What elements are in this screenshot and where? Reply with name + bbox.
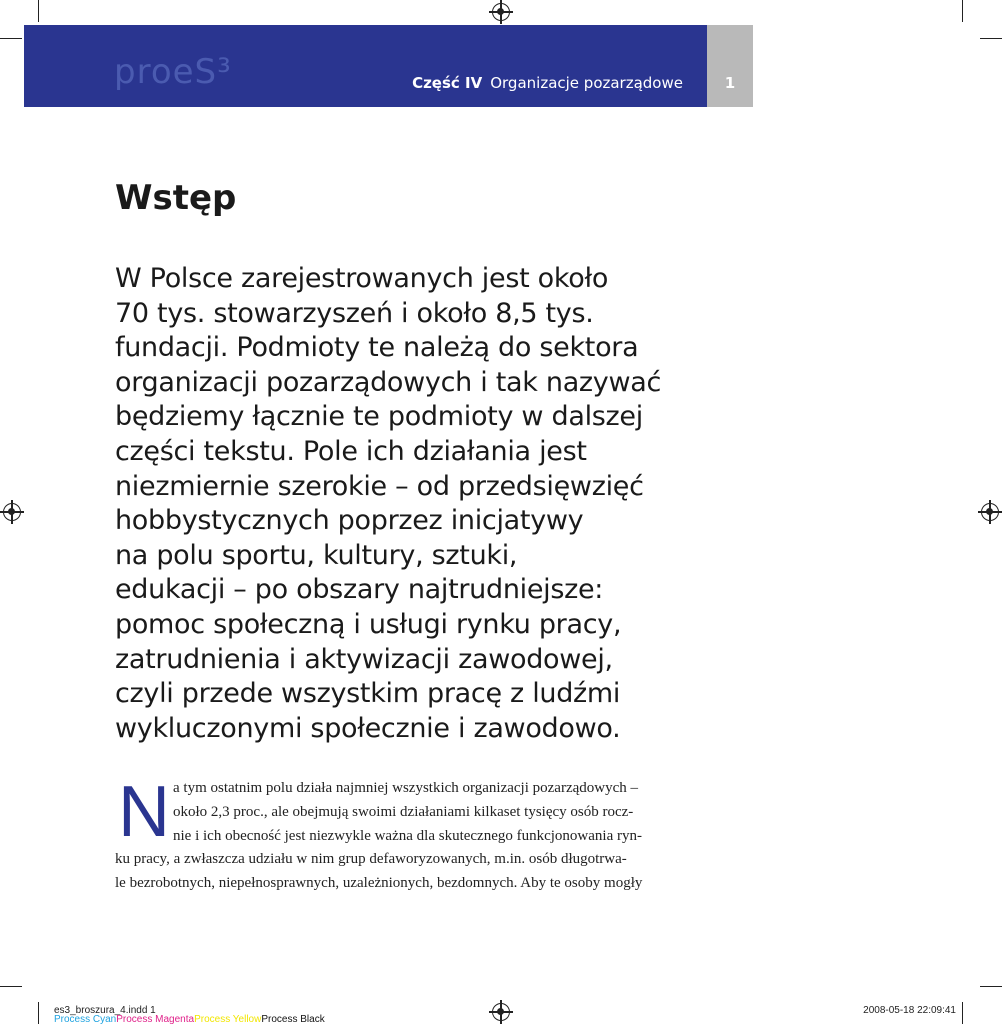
page-title: Wstęp xyxy=(115,178,237,218)
body-line: a tym ostatnim polu działa najmniej wszystkich organizacji pozarządowych – xyxy=(173,780,638,796)
slug-timestamp: 2008-05-18 22:09:41 xyxy=(863,1005,956,1016)
process-yellow-label: Process Yellow xyxy=(194,1014,262,1025)
crop-mark xyxy=(38,1002,39,1024)
process-cyan-label: Process Cyan xyxy=(54,1014,117,1025)
lead-line: hobbystycznych poprzez inicjatywy xyxy=(115,505,584,537)
crop-mark xyxy=(962,0,963,22)
page-number: 1 xyxy=(724,74,736,92)
lead-line: na polu sportu, kultury, sztuki, xyxy=(115,539,518,571)
process-magenta-label: Process Magenta xyxy=(116,1014,195,1025)
crop-mark xyxy=(980,986,1002,987)
process-colors xyxy=(54,1014,325,1025)
lead-line: organizacji pozarządowych i tak nazywać xyxy=(115,366,662,398)
slug-filename: es3_broszura_4.indd 1 xyxy=(54,1005,156,1016)
body-paragraph xyxy=(115,772,690,896)
lead-line: pomoc społeczną i usługi rynku pracy, xyxy=(115,608,622,640)
lead-line: edukacji – po obszary najtrudniejsze: xyxy=(115,574,604,606)
lead-line: W Polsce zarejestrowanych jest około xyxy=(115,263,609,294)
process-black-label: Process Black xyxy=(261,1014,325,1025)
running-head xyxy=(412,74,683,92)
crop-mark xyxy=(38,0,39,22)
registration-mark-icon xyxy=(492,3,510,21)
crop-mark xyxy=(980,38,1002,39)
lead-line: fundacji. Podmioty te należą do sektora xyxy=(115,332,639,364)
part-label: Część IV xyxy=(412,74,483,92)
lead-line: zatrudnienia i aktywizacji zawodowej, xyxy=(115,643,613,675)
crop-mark xyxy=(0,986,22,987)
drop-cap: N xyxy=(118,772,170,852)
lead-line: niezmiernie szerokie – od przedsięwzięć xyxy=(115,470,644,502)
page-header xyxy=(24,25,707,107)
body-line: ku pracy, a zwłaszcza udziału w nim grup defaworyzowanych, m.in. osób długotrwa- xyxy=(115,851,627,868)
page-number-box xyxy=(707,25,753,107)
registration-mark-icon xyxy=(3,503,21,521)
body-line: nie i ich obecność jest niezwykle ważna dla skutecznego funkcjonowania ryn- xyxy=(173,827,642,844)
crop-mark xyxy=(962,1002,963,1024)
registration-mark-icon xyxy=(981,503,999,521)
body-line: le bezrobotnych, niepełnosprawnych, uzależnionych, bezdomnych. Aby te osoby mogły xyxy=(115,875,643,892)
section-title: Organizacje pozarządowe xyxy=(490,74,683,92)
lead-line: wykluczonymi społecznie i zawodowo. xyxy=(115,712,621,744)
brand-logo: proeS³ xyxy=(114,52,232,92)
lead-paragraph xyxy=(115,262,715,746)
registration-mark-icon xyxy=(492,1003,510,1021)
lead-line: będziemy łącznie te podmioty w dalszej xyxy=(115,401,643,433)
crop-mark xyxy=(0,38,22,39)
body-line: około 2,3 proc., ale obejmują swoimi działaniami kilkaset tysięcy osób rocz- xyxy=(173,803,634,820)
lead-line: 70 tys. stowarzyszeń i około 8,5 tys. xyxy=(115,297,594,329)
lead-line: części tekstu. Pole ich działania jest xyxy=(115,435,587,467)
lead-line: czyli przede wszystkim pracę z ludźmi xyxy=(115,678,621,710)
